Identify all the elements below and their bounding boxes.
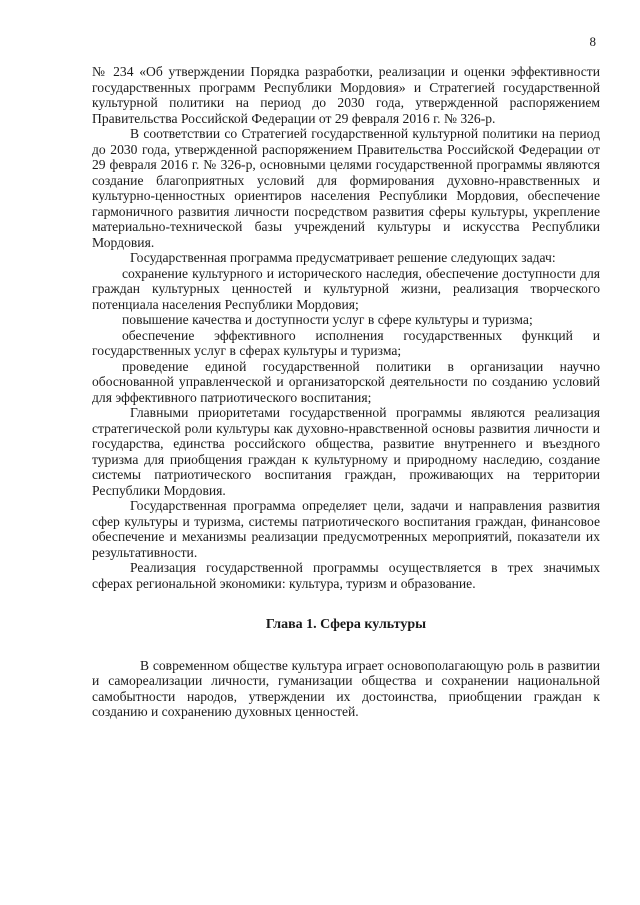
task-item-functions: обеспечение эффективного исполнения государственных функций и государственных услуг в сферах культуры и туризма; [92,327,600,358]
paragraph-priorities: Главными приоритетами государственной программы являются реализация стратегической роли культуры как духовно-нравственной основы развития личности и государства, единства российского общества, развитие внутреннего и въездного туризма для приобщения граждан к культурному и природному наследию, создание системы патриотического воспитания граждан, проживающих на территории Республики Мордовия. [92,405,600,498]
paragraph-goals: В соответствии со Стратегией государственной культурной политики на период до 2030 года, утвержденной распоряжением Правительства Российской Федерации от 29 февраля 2016 г. № 326-р, основными целями государственной программы являются создание благоприятных условий для формирования духовно-нравственных и культурно-ценностных ориентиров населения Республики Мордовия, обеспечение гармоничного развития личности посредством развития сферы культуры, укрепление материально-технической базы учреждений культуры и искусства Республики Мордовия. [92,126,600,250]
task-item-quality: повышение качества и доступности услуг в сфере культуры и туризма; [122,312,533,327]
paragraph-implementation: Реализация государственной программы осуществляется в трех значимых сферах региональной экономики: культура, туризм и образование. [92,560,600,591]
page-number: 8 [589,34,596,49]
task-item-policy: проведение единой государственной политики в организации научно обоснованной управленческой и организаторской деятельности по созданию условий для эффективного патриотического воспитания; [92,358,600,405]
document-body [92,64,600,720]
task-item-heritage: сохранение культурного и исторического наследия, обеспечение доступности для граждан культурных ценностей и культурной жизни, реализация творческого потенциала населения Республики Мордовия; [92,265,600,312]
paragraph-culture-role: В современном обществе культура играет основополагающую роль в развитии и самореализации личности, гуманизации общества и сохранении национальной самобытности народов, утверждении их достоинства, приобщении граждан к созданию и сохранению духовных ценностей. [92,657,600,719]
paragraph-intro: № 234 «Об утверждении Порядка разработки, реализации и оценки эффективности государственных программ Республики Мордовия» и Стратегией государственной культурной политики на период до 2030 года, утвержденной распоряжением Правительства Российской Федерации от 29 февраля 2016 г. № 326-р. [92,64,600,126]
chapter-title: Глава 1. Сфера культуры [265,617,427,632]
paragraph-program-scope: Государственная программа определяет цели, задачи и направления развития сфер культуры и туризма, системы патриотического воспитания граждан, финансовое обеспечение и механизмы реализации предусмотренных мероприятий, показатели их результативности. [92,498,600,560]
paragraph-tasks-intro: Государственная программа предусматривает решение следующих задач: [130,250,556,265]
